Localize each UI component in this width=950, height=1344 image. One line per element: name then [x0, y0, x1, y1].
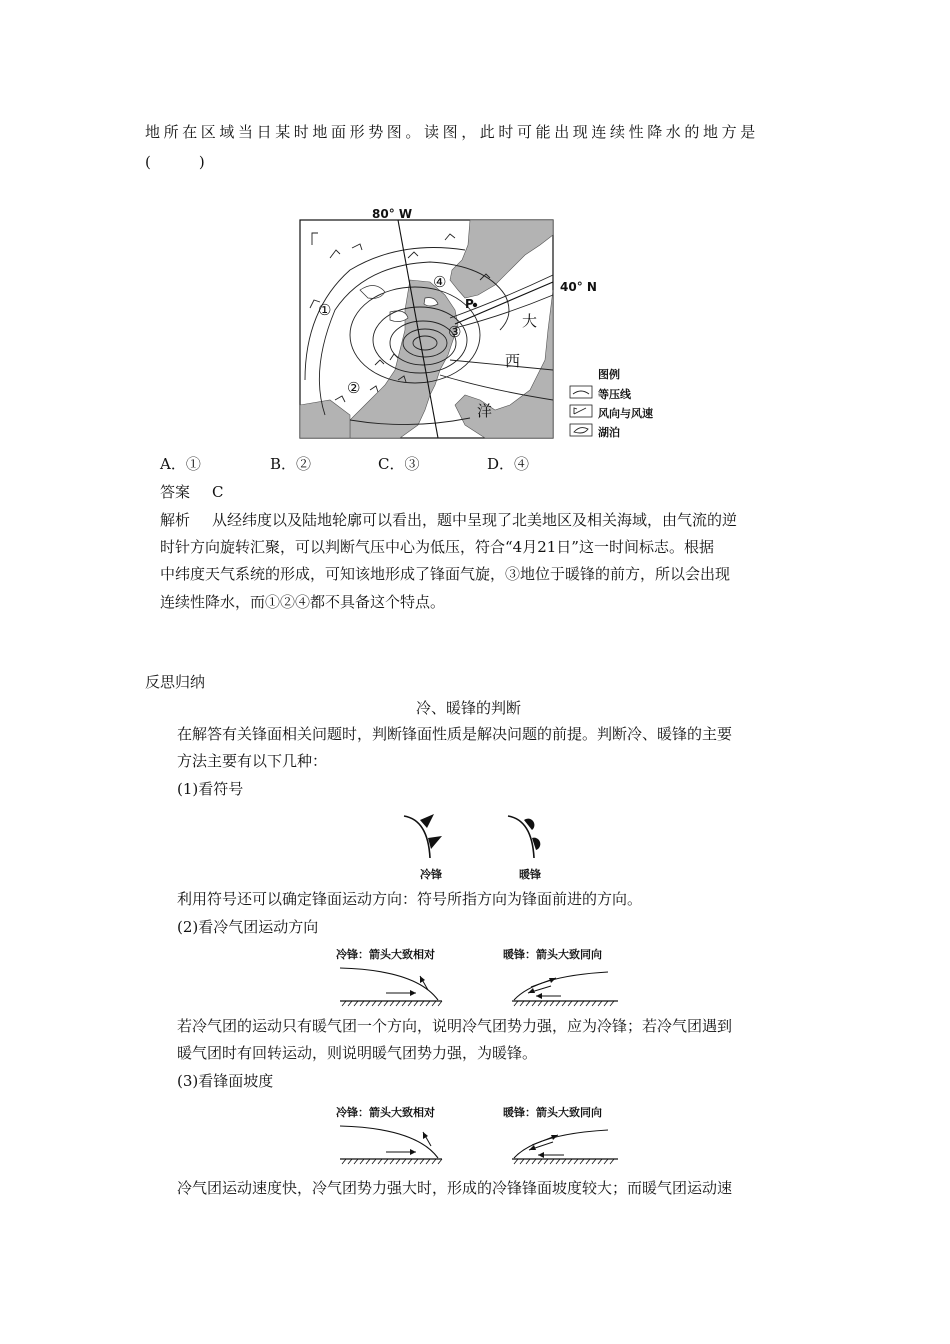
answer-value: C	[212, 483, 224, 501]
reflection-intro1: 在解答有关锋面相关问题时，判断锋面性质是解决问题的前提。判断冷、暖锋的主要	[177, 725, 733, 743]
method3-warm-caption: 暖锋：箭头大致同向	[503, 1106, 602, 1119]
analysis-label: 解析	[160, 511, 191, 529]
method2-text2: 暖气团时有回转运动，则说明暖气团势力强，为暖锋。	[177, 1044, 538, 1062]
option-a[interactable]: A．①	[160, 455, 201, 473]
method1-heading: (1)看符号	[177, 780, 244, 798]
method3-cold-caption: 冷锋：箭头大致相对	[336, 1106, 435, 1119]
question-stem-line1: 地所在区域当日某时地面形势图。读图，此时可能出现连续性降水的地方是	[145, 123, 759, 141]
legend-item-isobar: 等压线	[598, 388, 631, 401]
analysis-line2: 时针方向旋转汇聚，可以判断气压中心为低压，符合“4月21日”这一时间标志。根据	[160, 538, 714, 556]
cold-front-triangle-1	[420, 814, 434, 828]
method2-warm	[512, 972, 618, 1006]
longitude-label: 80° W	[372, 207, 413, 221]
point-p-label: P	[465, 297, 474, 311]
option-b[interactable]: B．②	[270, 455, 312, 473]
option-c[interactable]: C．③	[378, 455, 420, 473]
reflection-intro2: 方法主要有以下几种：	[177, 752, 328, 770]
legend-symbols	[568, 384, 598, 440]
method2-cold-caption: 冷锋：箭头大致相对	[336, 948, 435, 961]
reflection-title: 冷、暖锋的判断	[416, 699, 522, 717]
analysis-line4: 连续性降水，而①②④都不具备这个特点。	[160, 593, 446, 611]
legend-item-lake: 湖泊	[598, 426, 620, 439]
method3-cold	[340, 1126, 442, 1164]
method2-warm-caption: 暖锋：箭头大致同向	[503, 948, 602, 961]
method1-text: 利用符号还可以确定锋面运动方向：符号所指方向为锋面前进的方向。	[177, 890, 643, 908]
latitude-label: 40° N	[560, 280, 597, 294]
method3-warm	[512, 1130, 618, 1164]
reflection-heading: 反思归纳	[145, 673, 206, 691]
ocean-char-3: 洋	[477, 402, 493, 420]
ocean-char-2: 西	[505, 352, 521, 370]
ocean-char-1: 大	[522, 312, 538, 330]
cold-front-label: 冷锋	[420, 868, 442, 881]
legend-title: 图例	[598, 368, 620, 381]
analysis-line3: 中纬度天气系统的形成，可知该地形成了锋面气旋，③地位于暖锋的前方，所以会出现	[160, 565, 731, 583]
marker-3: ③	[448, 323, 462, 341]
method2-heading: (2)看冷气团运动方向	[177, 918, 319, 936]
warm-front-label: 暖锋	[519, 868, 541, 881]
marker-4: ④	[433, 273, 447, 291]
method3-diagram	[336, 1118, 636, 1168]
method2-text1: 若冷气团的运动只有暖气团一个方向，说明冷气团势力强，应为冷锋；若冷气团遇到	[177, 1017, 733, 1035]
legend-item-wind: 风向与风速	[598, 407, 653, 420]
front-symbols	[400, 808, 560, 864]
cold-front-triangle-2	[428, 836, 442, 849]
marker-1: ①	[318, 301, 332, 319]
answer-label: 答案	[160, 483, 191, 501]
question-stem-line2: ( )	[145, 153, 211, 171]
method3-text1: 冷气团运动速度快，冷气团势力强大时，形成的冷锋锋面坡度较大；而暖气团运动速	[177, 1179, 733, 1197]
legend-isobar-box	[570, 386, 592, 398]
analysis-line1: 从经纬度以及陆地轮廓可以看出，题中呈现了北美地区及相关海域，由气流的逆	[212, 511, 738, 529]
method3-heading: (3)看锋面坡度	[177, 1072, 274, 1090]
method2-diagram	[336, 960, 636, 1010]
marker-2: ②	[347, 379, 361, 397]
option-d[interactable]: D．④	[487, 455, 530, 473]
method2-cold	[340, 968, 442, 1006]
